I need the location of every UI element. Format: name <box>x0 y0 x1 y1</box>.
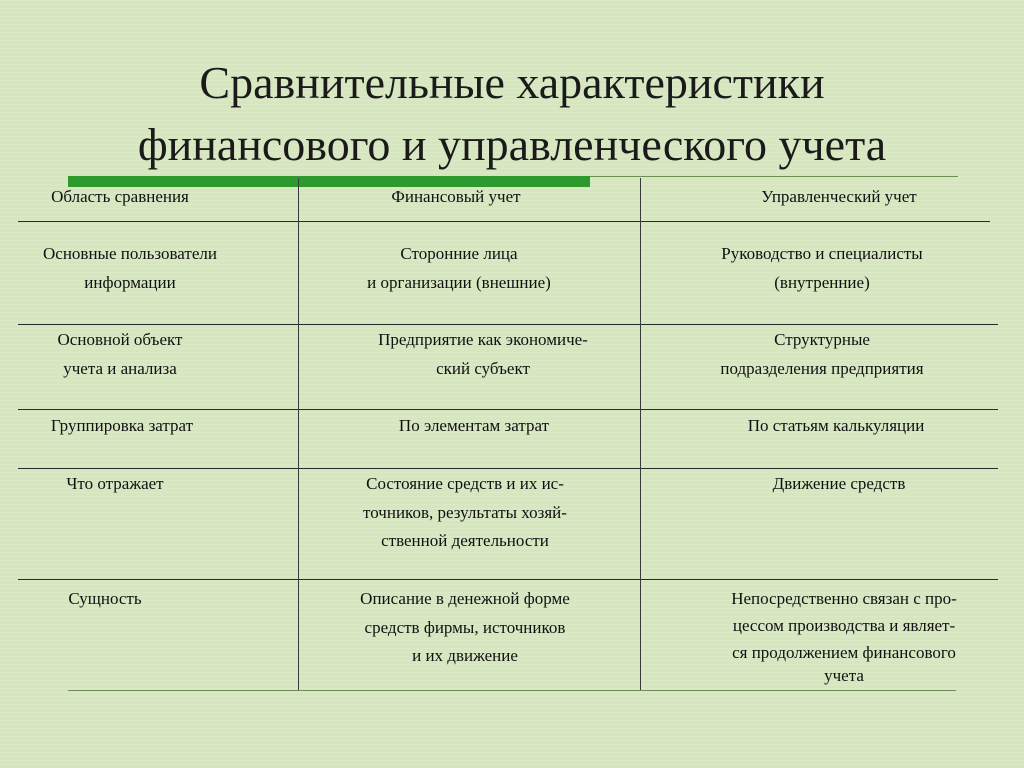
cell-line: Руководство и специалисты <box>721 244 923 263</box>
row-reflects-area <box>18 470 212 499</box>
row-divider <box>18 324 998 325</box>
cell-line: Описание в денежной форме <box>360 589 570 608</box>
header-managerial: Управленческий учет <box>761 187 917 206</box>
cell-line: цессом производства и являет- <box>732 616 956 635</box>
cell-line: ский субъект <box>436 358 530 378</box>
cell-line: Что отражает <box>66 474 164 493</box>
cell-line: Движение средств <box>772 474 906 493</box>
header-area: Область сравнения <box>51 187 189 206</box>
slide-title <box>60 52 964 176</box>
row-costs-managerial <box>644 412 1024 441</box>
cell-line: (внутренние) <box>774 272 870 292</box>
cell-line: ственной деятельности <box>381 531 549 550</box>
cell-line: Сторонние лица <box>400 244 518 263</box>
row-object-financial <box>300 326 666 383</box>
cell-line: точников, результаты хозяй- <box>363 502 567 522</box>
table-bottom-line <box>68 690 956 691</box>
row-essence-financial <box>300 585 630 671</box>
cell-line: По статьям калькуляции <box>747 416 925 435</box>
column-divider <box>298 178 299 690</box>
cell-line: учета и анализа <box>63 358 177 378</box>
cell-line: и их движение <box>412 646 518 665</box>
row-divider <box>18 468 998 469</box>
cell-line: информации <box>84 272 176 292</box>
cell-line: учета <box>824 666 864 685</box>
row-essence-area <box>18 585 192 614</box>
cell-line: Структурные <box>774 330 870 349</box>
cell-line: средств фирмы, источников <box>364 617 566 637</box>
cell-line: подразделения предприятия <box>720 358 924 378</box>
row-essence-managerial <box>644 585 1024 686</box>
row-users-managerial <box>644 240 1000 297</box>
cell-line: По элементам затрат <box>398 416 550 435</box>
row-reflects-financial <box>300 470 630 556</box>
row-costs-financial <box>300 412 648 441</box>
row-object-area <box>18 326 222 383</box>
title-line-2: финансового и управленческого учета <box>137 119 887 170</box>
cell-line: Предприятие как экономиче- <box>378 330 588 349</box>
row-users-area <box>18 240 242 297</box>
row-reflects-managerial <box>644 470 1024 499</box>
cell-line: Группировка затрат <box>50 416 194 435</box>
cell-line: ся продолжением финансового <box>732 643 956 662</box>
cell-line: Основной объект <box>57 330 183 349</box>
row-divider <box>18 579 998 580</box>
cell-line: Непосредственно связан с про- <box>731 589 957 608</box>
cell-line: Сущность <box>68 589 142 608</box>
row-divider <box>18 409 998 410</box>
cell-line: Основные пользователи <box>43 244 217 263</box>
title-line-1: Сравнительные характеристики <box>199 57 825 108</box>
row-object-managerial <box>644 326 1000 383</box>
row-costs-area <box>18 412 226 441</box>
cell-line: и организации (внешние) <box>367 272 551 292</box>
cell-line: Состояние средств и их ис- <box>366 474 564 493</box>
header-row-divider <box>18 221 990 222</box>
header-financial: Финансовый учет <box>391 187 521 206</box>
row-users-financial <box>300 240 618 297</box>
